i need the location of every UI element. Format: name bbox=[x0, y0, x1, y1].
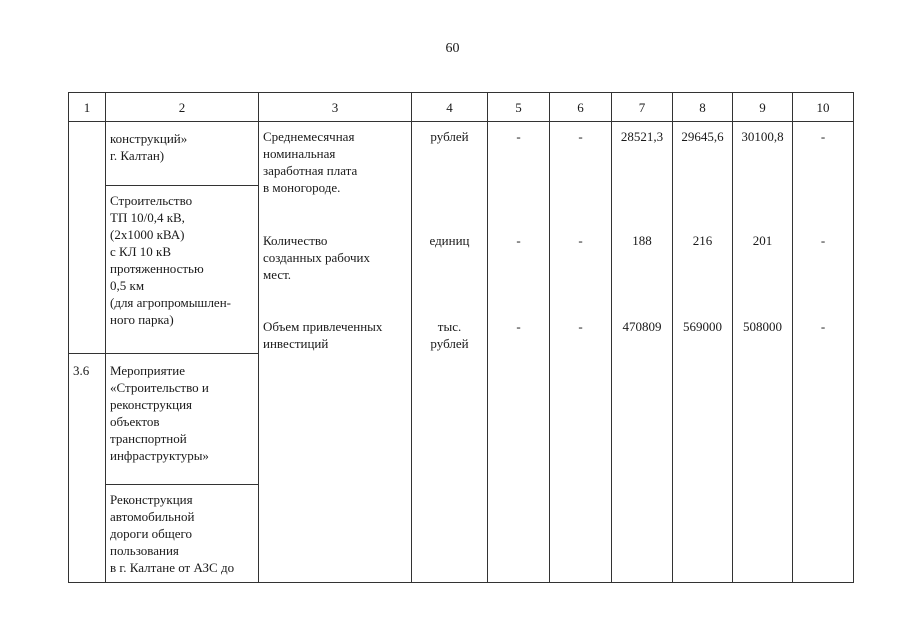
unit-cell bbox=[412, 122, 488, 583]
header-cell: 9 bbox=[733, 93, 793, 122]
header-cell: 4 bbox=[412, 93, 488, 122]
value: - bbox=[578, 129, 583, 144]
value: - bbox=[516, 129, 521, 144]
measures-table bbox=[68, 92, 854, 583]
value: 29645,6 bbox=[681, 129, 724, 144]
header-cell: 8 bbox=[673, 93, 733, 122]
event-name-cell bbox=[106, 354, 259, 583]
header-cell: 1 bbox=[69, 93, 106, 122]
indicator-name: Среднемесячная номинальная заработная плата в моногороде. bbox=[263, 129, 358, 195]
header-cell: 3 bbox=[259, 93, 412, 122]
value: 188 bbox=[632, 233, 652, 248]
value: 28521,3 bbox=[620, 129, 664, 144]
indicator-name: Объем привлеченных инвестиций bbox=[263, 319, 383, 351]
value: - bbox=[820, 129, 826, 144]
value: 569000 bbox=[683, 319, 722, 334]
header-cell: 7 bbox=[612, 93, 673, 122]
page-number: 60 bbox=[445, 41, 460, 56]
value: 508000 bbox=[743, 319, 782, 334]
value: 216 bbox=[692, 233, 713, 248]
value: - bbox=[578, 319, 583, 334]
table-row bbox=[69, 122, 854, 354]
header-cell: 6 bbox=[550, 93, 612, 122]
row-number: 3.6 bbox=[73, 363, 90, 378]
value-cell-7 bbox=[612, 122, 673, 583]
unit: единиц bbox=[429, 233, 470, 248]
header-cell: 2 bbox=[106, 93, 259, 122]
indicator-name: Количество созданных рабочих мест. bbox=[263, 233, 370, 282]
event-subitem-name: Строительство ТП 10/0,4 кВ, (2х1000 кВА) с КЛ 10 кВ протяженностью 0,5 км (для агропромышлен- ного парка) bbox=[110, 193, 231, 327]
value-cell-6 bbox=[550, 122, 612, 583]
value-cell-8 bbox=[673, 122, 733, 583]
value: - bbox=[578, 233, 583, 248]
value-cell-5 bbox=[488, 122, 550, 583]
event-name-continued: конструкций» г. Калтан) bbox=[106, 122, 258, 186]
event-name: Мероприятие «Строительство и реконструкция объектов транспортной инфраструктуры» bbox=[106, 354, 258, 485]
indicator-name-cell bbox=[259, 122, 412, 583]
unit: тыс. рублей bbox=[430, 319, 469, 351]
row-number-cell bbox=[69, 122, 106, 354]
table-header-row bbox=[69, 93, 854, 122]
value-cell-10 bbox=[793, 122, 854, 583]
value: 30100,8 bbox=[741, 129, 784, 144]
value: - bbox=[516, 319, 521, 334]
value: - bbox=[516, 233, 521, 248]
event-name-cell bbox=[106, 122, 259, 354]
value: 201 bbox=[752, 233, 773, 248]
value-cell-9 bbox=[733, 122, 793, 583]
row-number-cell bbox=[69, 354, 106, 583]
header-cell: 5 bbox=[488, 93, 550, 122]
value: - bbox=[820, 233, 826, 248]
value: 470809 bbox=[622, 319, 662, 334]
unit: рублей bbox=[430, 129, 469, 144]
event-subitem-name: Реконструкция автомобильной дороги общего пользования в г. Калтане от АЗС до bbox=[110, 492, 235, 575]
value: - bbox=[820, 319, 826, 334]
header-cell: 10 bbox=[793, 93, 854, 122]
